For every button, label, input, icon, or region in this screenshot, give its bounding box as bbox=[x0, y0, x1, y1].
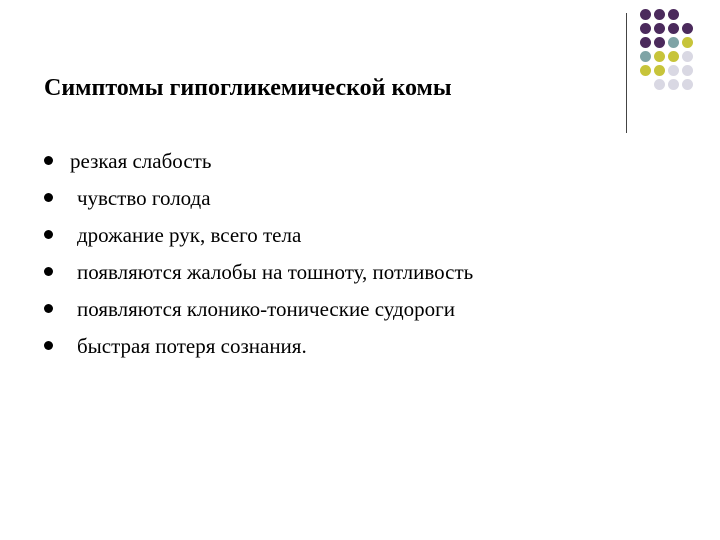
bullet-text: появляются клонико-тонические судороги bbox=[77, 297, 456, 321]
bullet-icon bbox=[44, 230, 53, 239]
decorative-dot bbox=[640, 37, 651, 48]
decorative-dot bbox=[654, 51, 665, 62]
decorative-dot bbox=[682, 37, 693, 48]
decorative-dot bbox=[682, 79, 693, 90]
decorative-dot bbox=[682, 23, 693, 34]
decorative-dot bbox=[668, 79, 679, 90]
decorative-dot bbox=[668, 9, 679, 20]
decorative-dot bbox=[654, 65, 665, 76]
slide-title: Симптомы гипогликемической комы bbox=[44, 75, 452, 101]
bullet-text: резкая слабость bbox=[70, 149, 212, 173]
decorative-dot bbox=[640, 9, 651, 20]
decorative-dot bbox=[654, 37, 665, 48]
decorative-dot bbox=[640, 23, 651, 34]
bullet-icon bbox=[44, 156, 53, 165]
decorative-dot bbox=[668, 37, 679, 48]
bullet-text: появляются жалобы на тошноту, потливость bbox=[77, 260, 474, 284]
decorative-dot bbox=[682, 65, 693, 76]
bullet-icon bbox=[44, 341, 53, 350]
bullet-text: быстрая потеря сознания. bbox=[77, 334, 307, 358]
decorative-dot bbox=[654, 79, 665, 90]
decorative-dot bbox=[682, 51, 693, 62]
decorative-divider bbox=[626, 13, 627, 133]
bullet-icon bbox=[44, 193, 53, 202]
decorative-dot bbox=[640, 65, 651, 76]
bullet-icon bbox=[44, 304, 53, 313]
decorative-dot bbox=[640, 51, 651, 62]
decorative-dot bbox=[668, 65, 679, 76]
decorative-dot bbox=[654, 9, 665, 20]
decorative-dot-grid bbox=[640, 9, 700, 119]
decorative-dot bbox=[668, 51, 679, 62]
decorative-dot bbox=[654, 23, 665, 34]
bullet-text: чувство голода bbox=[77, 186, 211, 210]
decorative-dot bbox=[668, 23, 679, 34]
bullet-text: дрожание рук, всего тела bbox=[77, 223, 302, 247]
bullet-icon bbox=[44, 267, 53, 276]
